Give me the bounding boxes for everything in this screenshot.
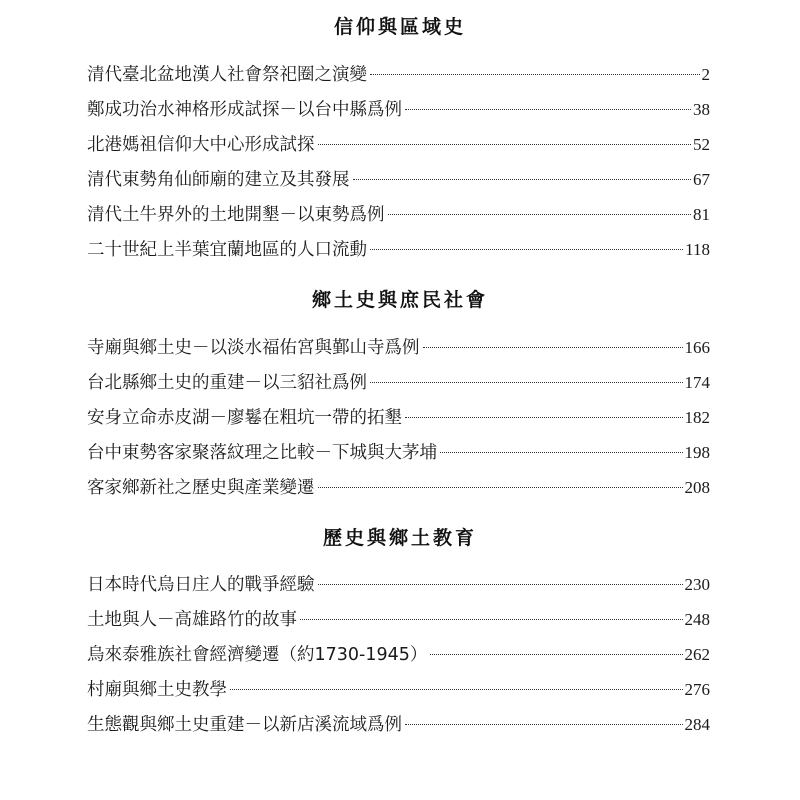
toc-entry[interactable] — [87, 572, 710, 598]
toc-entry-title: 二十世紀上半葉宜蘭地區的人口流動 — [87, 240, 367, 260]
toc-entry-title: 生態觀與鄉土史重建－以新店溪流域爲例 — [87, 715, 402, 735]
dot-leader — [388, 213, 692, 215]
toc-entry-page: 38 — [693, 100, 710, 119]
toc-entry-title: 清代東勢角仙師廟的建立及其發展 — [87, 170, 350, 190]
toc-entry-title: 烏來泰雅族社會經濟變遷（約1730-1945） — [87, 645, 428, 665]
dot-leader — [353, 178, 692, 180]
toc-entry-page: 248 — [684, 610, 710, 629]
dot-leader — [318, 486, 683, 488]
dot-leader — [440, 451, 683, 453]
toc-entry-title: 台北縣鄉土史的重建－以三貂社爲例 — [87, 373, 367, 393]
toc-entry-page: 198 — [684, 443, 710, 462]
toc-entry-title: 寺廟與鄉土史－以淡水福佑宮與鄞山寺爲例 — [87, 338, 420, 358]
toc-entry-page: 174 — [684, 373, 710, 392]
toc-entry[interactable] — [87, 132, 710, 158]
toc-entry[interactable] — [87, 370, 710, 396]
dot-leader — [300, 618, 683, 620]
dot-leader — [370, 73, 700, 75]
toc-entry-page: 2 — [701, 65, 710, 84]
toc-entry-title: 村廟與鄉土史教學 — [87, 680, 227, 700]
toc-entry[interactable] — [87, 607, 710, 633]
toc-entry-page: 67 — [693, 170, 710, 189]
toc-entry-page: 52 — [693, 135, 710, 154]
toc-entry-title: 清代土牛界外的土地開墾－以東勢爲例 — [87, 205, 385, 225]
toc-entry-title: 台中東勢客家聚落紋理之比較－下城與大茅埔 — [87, 443, 437, 463]
toc-entry-page: 118 — [685, 240, 710, 259]
toc-entry[interactable] — [87, 405, 710, 431]
dot-leader — [318, 583, 683, 585]
toc-entry-page: 182 — [684, 408, 710, 427]
toc-entry-title: 安身立命赤皮湖－廖鬈在粗坑一帶的拓墾 — [87, 408, 402, 428]
section-title-history-local-education: 歷史與鄉土教育 — [322, 527, 477, 549]
toc-entry[interactable] — [87, 97, 710, 123]
toc-entry-page: 284 — [684, 715, 710, 734]
dot-leader — [405, 416, 683, 418]
dot-leader — [423, 346, 683, 348]
toc-entry[interactable] — [87, 335, 710, 361]
dot-leader — [318, 143, 692, 145]
toc-entry-title: 日本時代烏日庄人的戰爭經驗 — [87, 575, 315, 595]
toc-entry[interactable] — [87, 167, 710, 193]
toc-entry[interactable] — [87, 62, 710, 88]
toc-entry[interactable] — [87, 237, 710, 263]
toc-entry-page: 262 — [684, 645, 710, 664]
toc-entry[interactable] — [87, 642, 710, 668]
toc-entry-page: 230 — [684, 575, 710, 594]
toc-entry-title: 北港媽祖信仰大中心形成試探 — [87, 135, 315, 155]
toc-entry[interactable] — [87, 475, 710, 501]
toc-entry-title: 土地與人－高雄路竹的故事 — [87, 610, 297, 630]
toc-entry-page: 166 — [684, 338, 710, 357]
dot-leader — [370, 248, 683, 250]
dot-leader — [430, 653, 682, 655]
section-title-faith-regional-history: 信仰與區域史 — [333, 16, 466, 38]
section-title-local-history-folk-society: 鄉土史與庶民社會 — [311, 289, 488, 311]
dot-leader — [370, 381, 683, 383]
toc-entry[interactable] — [87, 677, 710, 703]
dot-leader — [405, 108, 691, 110]
toc-entry[interactable] — [87, 202, 710, 228]
toc-entry[interactable] — [87, 440, 710, 466]
dot-leader — [230, 688, 683, 690]
toc-entry-title: 清代臺北盆地漢人社會祭祀圈之演變 — [87, 65, 367, 85]
toc-entry-page: 276 — [684, 680, 710, 699]
dot-leader — [405, 723, 683, 725]
toc-entry-title: 客家鄉新社之歷史與產業變遷 — [87, 478, 315, 498]
toc-entry-page: 81 — [693, 205, 710, 224]
toc-entry[interactable] — [87, 712, 710, 738]
toc-entry-page: 208 — [684, 478, 710, 497]
toc-entry-title: 鄭成功治水神格形成試探－以台中縣爲例 — [87, 100, 402, 120]
